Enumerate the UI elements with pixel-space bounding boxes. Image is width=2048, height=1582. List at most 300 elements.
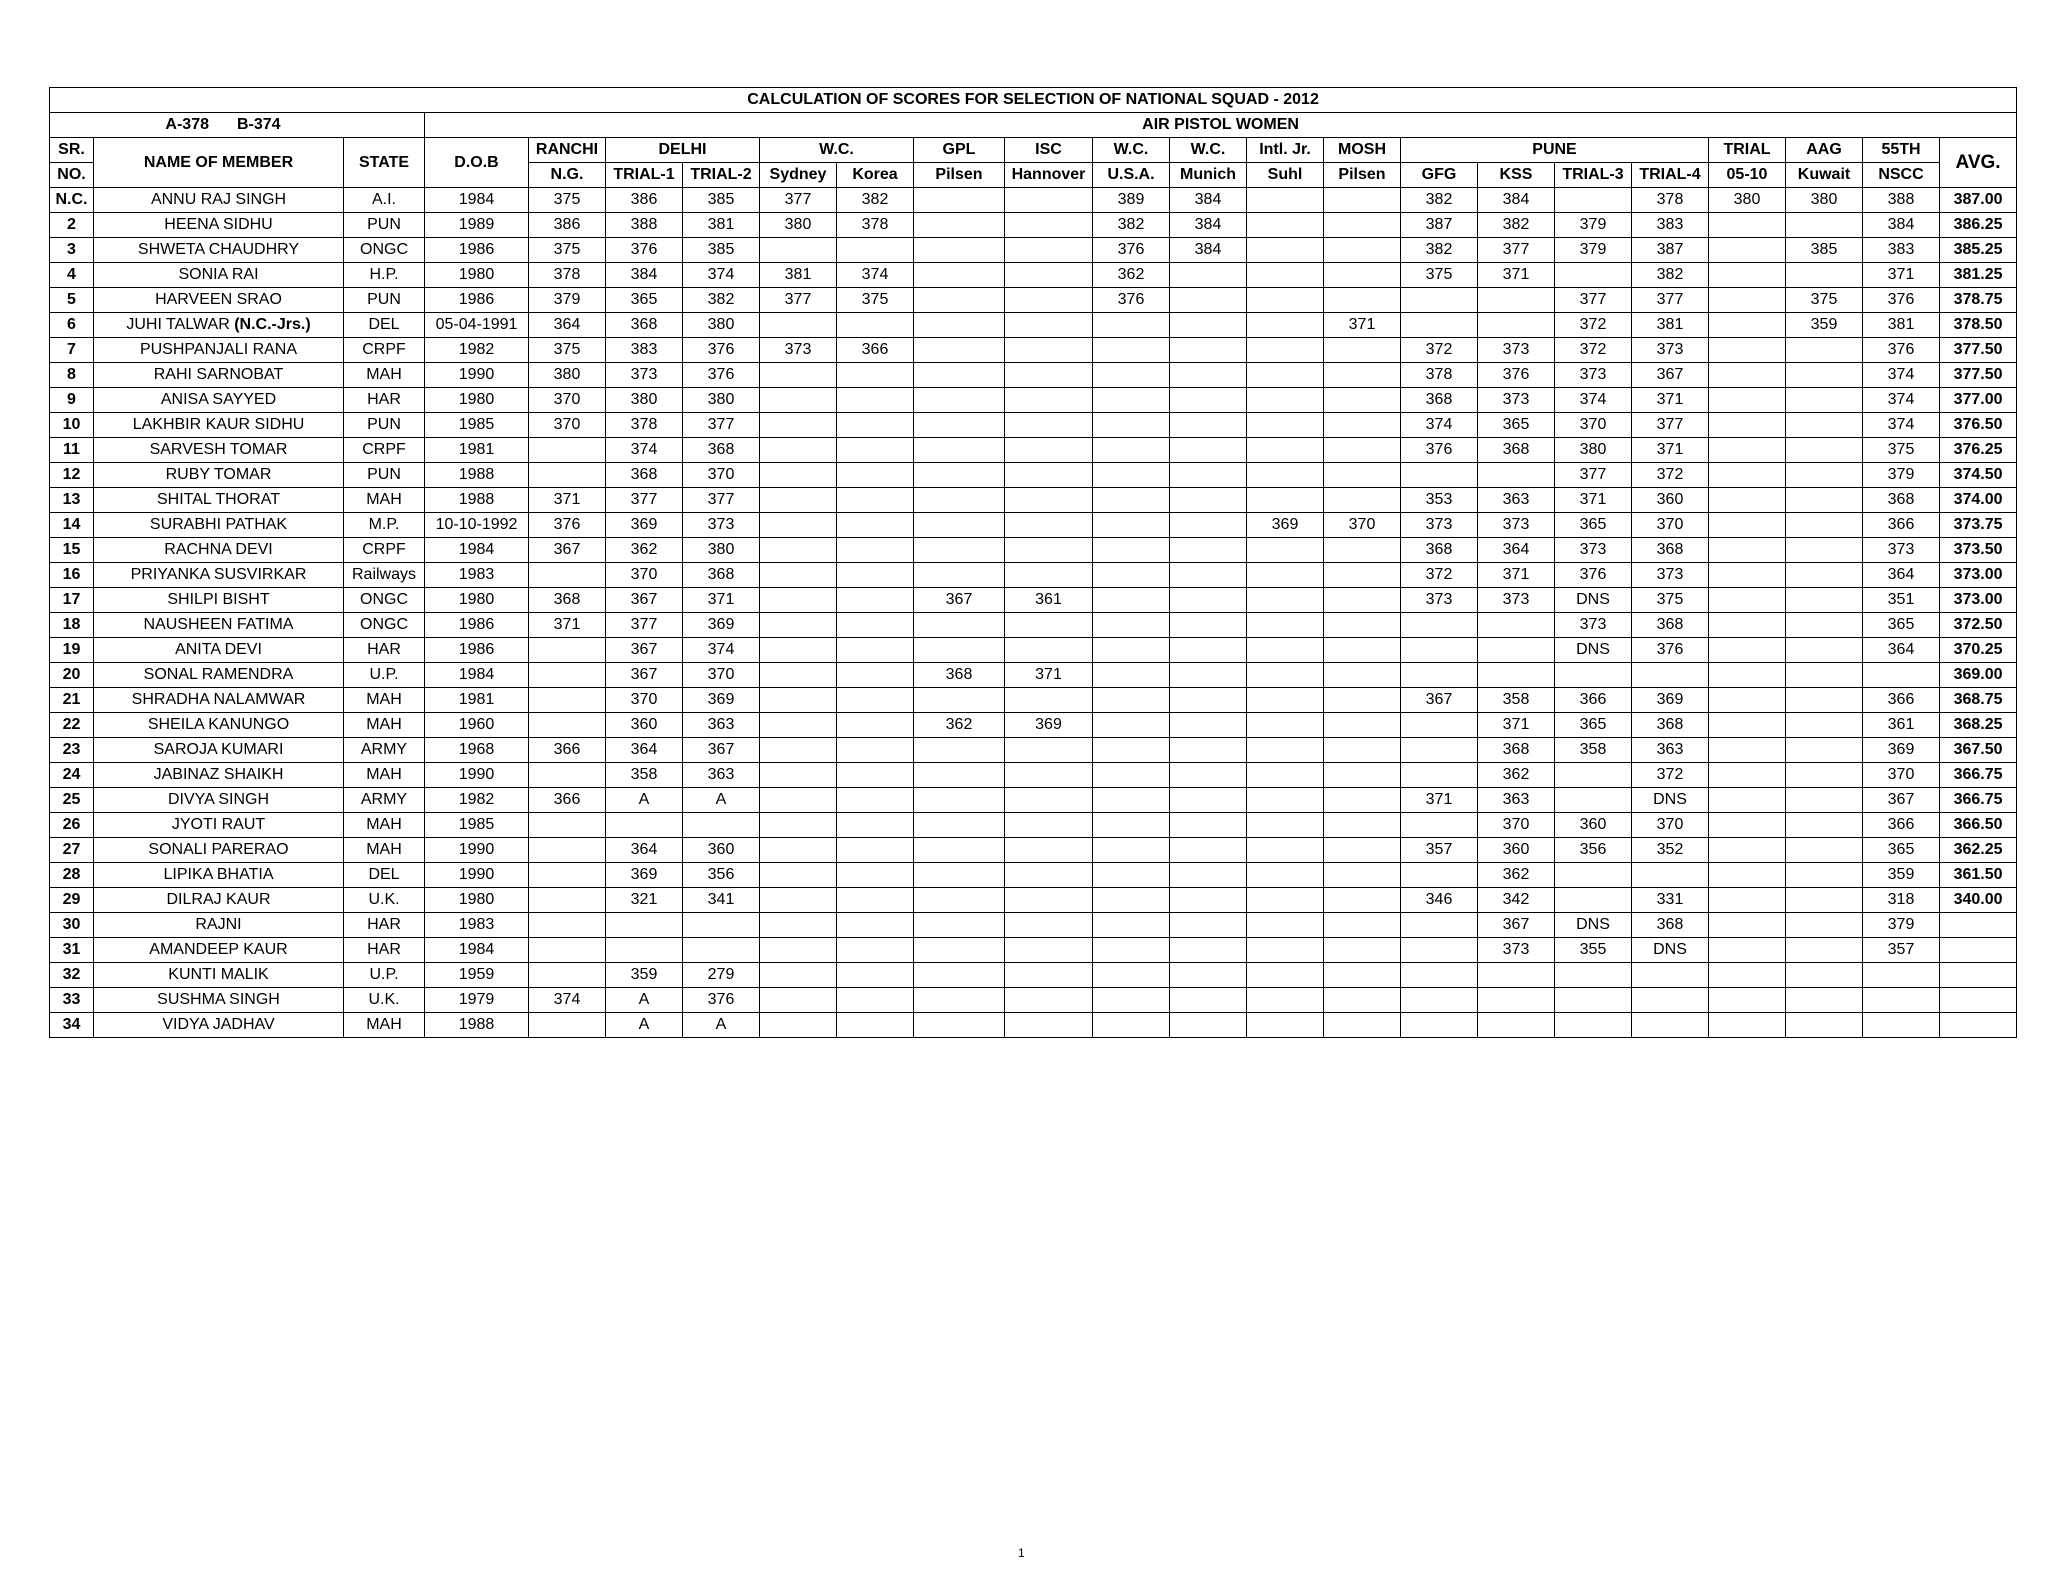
score-cell <box>1401 288 1478 313</box>
score-cell: 372 <box>1632 763 1709 788</box>
dob-cell: 1984 <box>425 663 529 688</box>
score-cell <box>1709 388 1786 413</box>
score-cell <box>1555 788 1632 813</box>
score-cell <box>1005 638 1093 663</box>
score-cell <box>914 238 1005 263</box>
state-cell: U.P. <box>344 663 425 688</box>
member-name: JUHI TALWAR <box>126 316 230 333</box>
dob-cell: 1984 <box>425 188 529 213</box>
score-cell <box>1555 763 1632 788</box>
score-cell: DNS <box>1632 938 1709 963</box>
state-cell: DEL <box>344 863 425 888</box>
state-cell: HAR <box>344 913 425 938</box>
score-cell <box>1170 763 1247 788</box>
score-cell: 364 <box>606 738 683 763</box>
score-cell: 373 <box>1555 613 1632 638</box>
score-cell: 370 <box>606 688 683 713</box>
score-cell: 362 <box>1478 763 1555 788</box>
score-cell <box>529 638 606 663</box>
score-cell <box>914 613 1005 638</box>
score-cell <box>1247 738 1324 763</box>
code-a: A-378 <box>165 116 209 133</box>
score-cell <box>1786 913 1863 938</box>
score-cell <box>1093 963 1170 988</box>
avg-cell: 366.75 <box>1940 788 2017 813</box>
score-cell: 367 <box>914 588 1005 613</box>
score-cell <box>1247 313 1324 338</box>
score-cell <box>529 463 606 488</box>
score-cell: 362 <box>1478 863 1555 888</box>
score-cell: 382 <box>1632 263 1709 288</box>
member-name-cell <box>94 538 344 563</box>
score-cell: 372 <box>1555 313 1632 338</box>
score-cell <box>1005 338 1093 363</box>
score-cell: 367 <box>1632 363 1709 388</box>
score-cell <box>683 913 760 938</box>
score-cell <box>1170 913 1247 938</box>
dob-cell: 1959 <box>425 963 529 988</box>
score-cell <box>837 688 914 713</box>
dob-cell: 1986 <box>425 613 529 638</box>
score-cell <box>760 513 837 538</box>
score-cell: 377 <box>1555 288 1632 313</box>
score-cell <box>1401 463 1478 488</box>
member-name: LIPIKA BHATIA <box>163 866 274 883</box>
member-name: ANNU RAJ SINGH <box>150 191 287 208</box>
score-cell <box>1709 813 1786 838</box>
score-cell <box>837 963 914 988</box>
score-cell: 369 <box>1863 738 1940 763</box>
score-cell <box>1247 388 1324 413</box>
score-cell: 380 <box>760 213 837 238</box>
score-cell: A <box>606 788 683 813</box>
avg-cell: 368.25 <box>1940 713 2017 738</box>
score-cell: 384 <box>1170 238 1247 263</box>
score-cell: 371 <box>1632 438 1709 463</box>
score-cell <box>760 688 837 713</box>
score-cell: 373 <box>1401 588 1478 613</box>
score-cell <box>837 838 914 863</box>
score-cell: 377 <box>683 488 760 513</box>
score-cell <box>837 413 914 438</box>
score-cell <box>1170 613 1247 638</box>
score-cell <box>1005 263 1093 288</box>
member-name: SONAL RAMENDRA <box>143 666 294 683</box>
score-cell <box>1093 688 1170 713</box>
score-cell <box>1247 963 1324 988</box>
state-cell: PUN <box>344 413 425 438</box>
score-cell <box>1786 838 1863 863</box>
score-cell <box>1170 538 1247 563</box>
score-cell: 363 <box>683 763 760 788</box>
score-cell <box>1093 663 1170 688</box>
dob-cell: 05-04-1991 <box>425 313 529 338</box>
score-cell <box>837 363 914 388</box>
score-cell: 373 <box>760 338 837 363</box>
score-cell <box>1170 938 1247 963</box>
score-cell: 371 <box>1478 563 1555 588</box>
score-cell: 382 <box>683 288 760 313</box>
table-row <box>50 413 2017 438</box>
score-cell: 381 <box>760 263 837 288</box>
score-cell <box>1324 188 1401 213</box>
member-name: VIDYA JADHAV <box>162 1016 275 1033</box>
dob-cell: 10-10-1992 <box>425 513 529 538</box>
score-cell <box>1786 713 1863 738</box>
score-cell <box>837 438 914 463</box>
score-cell: 363 <box>683 713 760 738</box>
avg-cell: 378.50 <box>1940 313 2017 338</box>
score-cell: 370 <box>529 413 606 438</box>
group-header: W.C. <box>1170 138 1247 163</box>
member-name: AMANDEEP KAUR <box>149 941 288 958</box>
score-cell <box>529 563 606 588</box>
score-cell: 375 <box>529 238 606 263</box>
score-cell <box>1324 563 1401 588</box>
state-cell: U.K. <box>344 988 425 1013</box>
score-cell: 368 <box>1632 913 1709 938</box>
score-cell <box>1093 788 1170 813</box>
score-cell <box>529 438 606 463</box>
score-cell <box>1709 563 1786 588</box>
state-cell: MAH <box>344 1013 425 1038</box>
score-cell <box>1478 1013 1555 1038</box>
score-cell <box>1401 613 1478 638</box>
member-name-cell <box>94 988 344 1013</box>
member-name: SHITAL THORAT <box>157 491 280 508</box>
score-cell <box>529 763 606 788</box>
score-cell <box>1401 913 1478 938</box>
member-name-cell <box>94 188 344 213</box>
sub-header: NSCC <box>1863 163 1940 188</box>
score-cell: 373 <box>683 513 760 538</box>
score-cell <box>1709 438 1786 463</box>
state-cell: MAH <box>344 488 425 513</box>
event-name: AIR PISTOL WOMEN <box>425 113 2017 138</box>
state-cell: U.K. <box>344 888 425 913</box>
score-cell <box>1247 1013 1324 1038</box>
score-cell: 377 <box>606 613 683 638</box>
score-cell: 376 <box>529 513 606 538</box>
score-cell <box>1401 738 1478 763</box>
score-cell <box>1170 488 1247 513</box>
sr-cell: 32 <box>50 963 94 988</box>
group-header: 55TH <box>1863 138 1940 163</box>
score-cell <box>1324 938 1401 963</box>
score-cell <box>1786 563 1863 588</box>
member-name-cell <box>94 313 344 338</box>
score-cell: 379 <box>1863 913 1940 938</box>
score-cell <box>1401 713 1478 738</box>
score-cell <box>529 913 606 938</box>
score-cell: 381 <box>683 213 760 238</box>
table-row <box>50 888 2017 913</box>
score-cell <box>1170 438 1247 463</box>
name-header: NAME OF MEMBER <box>94 138 344 188</box>
member-name-cell <box>94 938 344 963</box>
avg-header: AVG. <box>1940 138 2017 188</box>
score-cell <box>1005 388 1093 413</box>
score-cell <box>837 788 914 813</box>
score-cell <box>1709 288 1786 313</box>
sr-cell: 11 <box>50 438 94 463</box>
score-cell <box>1324 863 1401 888</box>
table-row <box>50 613 2017 638</box>
avg-cell: 368.75 <box>1940 688 2017 713</box>
score-cell: 373 <box>1555 538 1632 563</box>
sub-header: Sydney <box>760 163 837 188</box>
score-cell <box>1709 888 1786 913</box>
score-cell: 371 <box>529 613 606 638</box>
sr-cell: 19 <box>50 638 94 663</box>
score-cell <box>760 413 837 438</box>
score-cell: 373 <box>1401 513 1478 538</box>
score-cell <box>1786 388 1863 413</box>
member-name-cell <box>94 513 344 538</box>
state-cell: MAH <box>344 713 425 738</box>
score-cell <box>1478 288 1555 313</box>
score-cell: 377 <box>1632 288 1709 313</box>
state-cell: M.P. <box>344 513 425 538</box>
score-cell <box>1170 663 1247 688</box>
state-cell: MAH <box>344 763 425 788</box>
score-cell: 374 <box>683 638 760 663</box>
table-row <box>50 963 2017 988</box>
score-cell <box>1247 438 1324 463</box>
score-cell: 372 <box>1401 563 1478 588</box>
member-name-cell <box>94 763 344 788</box>
score-cell <box>1401 863 1478 888</box>
score-cell <box>1786 413 1863 438</box>
score-cell <box>837 813 914 838</box>
score-cell <box>1005 1013 1093 1038</box>
member-name-cell <box>94 888 344 913</box>
score-cell <box>837 863 914 888</box>
table-row <box>50 538 2017 563</box>
avg-cell: 362.25 <box>1940 838 2017 863</box>
sr-cell: 18 <box>50 613 94 638</box>
score-cell <box>914 1013 1005 1038</box>
avg-cell: 378.75 <box>1940 288 2017 313</box>
score-cell: 373 <box>1478 588 1555 613</box>
score-cell <box>1709 913 1786 938</box>
member-name-cell <box>94 263 344 288</box>
score-cell <box>760 663 837 688</box>
sub-header: TRIAL-4 <box>1632 163 1709 188</box>
table-row <box>50 588 2017 613</box>
table-row <box>50 638 2017 663</box>
score-cell <box>837 488 914 513</box>
score-cell: 376 <box>1401 438 1478 463</box>
sr-cell: 5 <box>50 288 94 313</box>
score-cell: 359 <box>1786 313 1863 338</box>
score-cell: 370 <box>1478 813 1555 838</box>
score-cell <box>1632 988 1709 1013</box>
score-cell <box>914 338 1005 363</box>
score-cell <box>1005 863 1093 888</box>
score-cell <box>1005 488 1093 513</box>
score-cell: 374 <box>1863 388 1940 413</box>
sub-header: KSS <box>1478 163 1555 188</box>
score-cell: 369 <box>606 513 683 538</box>
score-cell: 331 <box>1632 888 1709 913</box>
score-cell <box>1709 838 1786 863</box>
member-name: PRIYANKA SUSVIRKAR <box>130 566 307 583</box>
score-cell <box>1709 938 1786 963</box>
score-cell <box>760 638 837 663</box>
score-cell: 370 <box>1555 413 1632 438</box>
sr-cell: 21 <box>50 688 94 713</box>
avg-cell: 373.00 <box>1940 563 2017 588</box>
score-cell: 279 <box>683 963 760 988</box>
score-cell: 388 <box>606 213 683 238</box>
score-cell <box>529 663 606 688</box>
score-cell: 369 <box>1005 713 1093 738</box>
dob-cell: 1980 <box>425 888 529 913</box>
score-cell <box>1555 188 1632 213</box>
score-cell <box>914 363 1005 388</box>
dob-cell: 1981 <box>425 438 529 463</box>
score-cell <box>760 963 837 988</box>
score-cell <box>1786 988 1863 1013</box>
score-cell: 375 <box>837 288 914 313</box>
state-cell: MAH <box>344 688 425 713</box>
member-name: DILRAJ KAUR <box>166 891 271 908</box>
score-cell: 378 <box>1632 188 1709 213</box>
state-cell: MAH <box>344 838 425 863</box>
score-cell <box>760 313 837 338</box>
score-cell <box>1324 338 1401 363</box>
score-cell <box>914 388 1005 413</box>
member-name-cell <box>94 788 344 813</box>
score-cell <box>1247 688 1324 713</box>
score-cell: 370 <box>529 388 606 413</box>
member-name-cell <box>94 638 344 663</box>
score-cell: A <box>683 788 760 813</box>
dob-cell: 1979 <box>425 988 529 1013</box>
score-cell <box>1478 663 1555 688</box>
score-cell: 373 <box>1478 388 1555 413</box>
member-name: NAUSHEEN FATIMA <box>143 616 294 633</box>
score-cell: 318 <box>1863 888 1940 913</box>
dob-cell: 1986 <box>425 638 529 663</box>
score-cell <box>1170 463 1247 488</box>
score-cell <box>529 1013 606 1038</box>
score-cell <box>1709 463 1786 488</box>
score-cell: 375 <box>1401 263 1478 288</box>
member-name-suffix: (N.C.-Jrs.) <box>234 316 311 333</box>
score-cell <box>1786 888 1863 913</box>
avg-cell: 377.50 <box>1940 363 2017 388</box>
score-cell: 373 <box>1478 938 1555 963</box>
avg-cell <box>1940 1013 2017 1038</box>
table-row <box>50 288 2017 313</box>
sr-cell: 20 <box>50 663 94 688</box>
score-cell: 365 <box>1863 838 1940 863</box>
avg-cell <box>1940 938 2017 963</box>
score-cell <box>1786 638 1863 663</box>
member-name: SHWETA CHAUDHRY <box>137 241 300 258</box>
sub-header: N.G. <box>529 163 606 188</box>
score-cell <box>1093 913 1170 938</box>
score-cell: 365 <box>1863 613 1940 638</box>
score-cell: 373 <box>1632 338 1709 363</box>
dob-cell: 1983 <box>425 563 529 588</box>
score-cell <box>914 913 1005 938</box>
score-cell <box>1247 463 1324 488</box>
score-cell <box>1093 838 1170 863</box>
score-cell: 373 <box>606 363 683 388</box>
score-cell: 368 <box>1401 538 1478 563</box>
score-cell <box>1247 713 1324 738</box>
score-cell <box>1005 438 1093 463</box>
score-cell: 377 <box>1478 238 1555 263</box>
score-cell <box>1005 688 1093 713</box>
score-cell <box>1709 638 1786 663</box>
score-cell <box>1247 888 1324 913</box>
score-cell <box>1247 988 1324 1013</box>
score-cell <box>914 688 1005 713</box>
score-cell <box>1247 938 1324 963</box>
score-cell: A <box>683 1013 760 1038</box>
score-cell <box>1709 263 1786 288</box>
score-cell: 376 <box>683 363 760 388</box>
score-cell <box>1786 763 1863 788</box>
score-cell <box>914 538 1005 563</box>
score-cell <box>1401 813 1478 838</box>
dob-cell: 1989 <box>425 213 529 238</box>
score-cell <box>1555 988 1632 1013</box>
score-cell <box>1093 938 1170 963</box>
score-cell: 371 <box>1632 388 1709 413</box>
score-cell <box>760 488 837 513</box>
score-cell <box>760 588 837 613</box>
score-cell <box>1093 513 1170 538</box>
score-cell: 384 <box>1170 188 1247 213</box>
score-cell: 360 <box>1632 488 1709 513</box>
score-cell <box>1786 738 1863 763</box>
score-cell <box>1324 538 1401 563</box>
sr-cell: 6 <box>50 313 94 338</box>
score-cell <box>1555 888 1632 913</box>
dob-cell: 1988 <box>425 1013 529 1038</box>
score-cell <box>1005 363 1093 388</box>
score-cell <box>914 463 1005 488</box>
score-cell: 359 <box>1863 863 1940 888</box>
score-cell <box>683 938 760 963</box>
score-cell <box>1324 263 1401 288</box>
score-cell <box>1324 913 1401 938</box>
score-cell <box>914 513 1005 538</box>
score-cell: 365 <box>1555 713 1632 738</box>
score-cell: 383 <box>1863 238 1940 263</box>
score-cell <box>1093 888 1170 913</box>
score-cell: 374 <box>1863 413 1940 438</box>
score-cell: 362 <box>606 538 683 563</box>
state-cell: PUN <box>344 213 425 238</box>
member-name: SONIA RAI <box>178 266 259 283</box>
member-name-cell <box>94 963 344 988</box>
dob-cell: 1981 <box>425 688 529 713</box>
state-cell: DEL <box>344 313 425 338</box>
group-header: RANCHI <box>529 138 606 163</box>
score-cell <box>1005 563 1093 588</box>
score-cell <box>1401 313 1478 338</box>
score-cell <box>1093 763 1170 788</box>
score-cell <box>606 913 683 938</box>
score-cell: 374 <box>1863 363 1940 388</box>
score-cell: 376 <box>1863 288 1940 313</box>
